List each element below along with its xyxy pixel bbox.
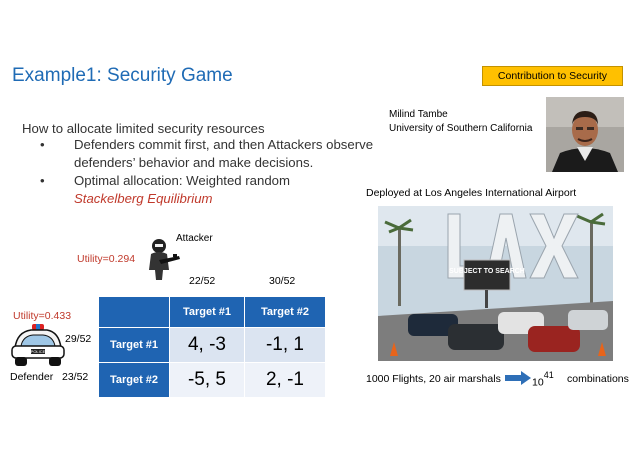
payoff-cell: 2, -1 — [245, 363, 326, 398]
row-header-target-1: Target #1 — [99, 328, 170, 363]
attacker-prob-1: 22/52 — [189, 275, 216, 287]
bullet-item: • Optimal allocation: Weighted random Stackelberg Equilibrium — [40, 172, 434, 208]
payoff-cell: 4, -3 — [170, 328, 245, 363]
row-header-target-2: Target #2 — [99, 363, 170, 398]
attacker-utility: Utility=0.294 — [77, 253, 136, 265]
combinations-count — [532, 370, 554, 389]
author-affiliation: University of Southern California — [389, 123, 533, 134]
stackelberg-emphasis: Stackelberg Equilibrium — [74, 191, 213, 206]
attacker-label: Attacker — [176, 233, 213, 244]
combinations-label: combinations — [567, 373, 629, 385]
police-car-icon — [9, 322, 67, 373]
payoff-cell: -1, 1 — [245, 328, 326, 363]
contribution-badge: Contribution to Security — [482, 66, 623, 86]
author-info — [389, 108, 532, 136]
bullet-item: • Defenders commit first, and then Attackers observe defenders’ behavior and make decisions. — [40, 136, 434, 172]
intro-text: How to allocate limited security resources — [22, 121, 265, 136]
payoff-table — [98, 296, 326, 398]
arrow-right-icon — [505, 371, 531, 390]
deployed-caption: Deployed at Los Angeles International Airport — [366, 187, 577, 199]
defender-label: Defender — [10, 371, 54, 383]
svg-text:POLICE: POLICE — [30, 349, 46, 354]
table-corner — [99, 297, 170, 328]
power-base: 10 — [532, 376, 544, 389]
attacker-prob-2: 30/52 — [269, 275, 296, 287]
col-header-target-1: Target #1 — [170, 297, 245, 328]
flights-text: 1000 Flights, 20 air marshals — [366, 373, 501, 385]
attacker-icon — [145, 238, 181, 287]
airport-photo — [378, 206, 613, 361]
payoff-cell: -5, 5 — [170, 363, 245, 398]
power-exponent: 41 — [543, 370, 554, 380]
slide-title: Example1: Security Game — [12, 65, 233, 86]
author-name: Milind Tambe — [389, 109, 448, 120]
defender-prob-2: 23/52 — [62, 371, 89, 383]
defender-utility: Utility=0.433 — [13, 310, 72, 322]
airport-sign-text: SUBJECT TO SEARCH — [449, 268, 525, 275]
defender-prob-1: 29/52 — [65, 333, 92, 345]
col-header-target-2: Target #2 — [245, 297, 326, 328]
portrait-photo — [546, 97, 624, 172]
